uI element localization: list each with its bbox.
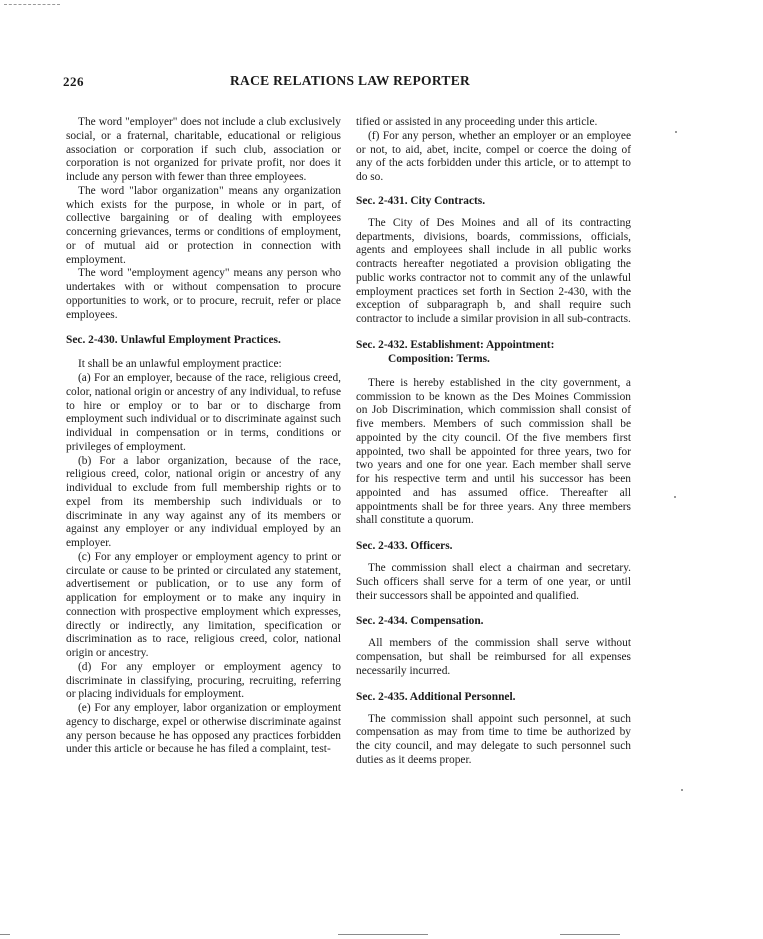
paragraph: The word "employment agency" means any person who undertakes with or without compensation to procure opportunities to work, or to procure, recruit, refer or place employees. <box>66 267 341 321</box>
paragraph: (e) For any employer, labor organization or employment agency to discharge, expel or otherwise discriminate against any person because he has opposed any practices forbidden under this article or because he has filed a complaint, test- <box>66 702 341 756</box>
left-column <box>66 116 341 757</box>
section-heading <box>356 338 631 366</box>
section-heading-line: Composition: Terms. <box>388 352 490 365</box>
paragraph: The commission shall appoint such personnel, at such compensation as may from time to time be authorized by the city council, and may delegate to such personnel such duties as it deems proper. <box>356 712 631 766</box>
paragraph: There is hereby established in the city government, a commission to be known as the Des Moines Commission on Job Discrimination, which commission shall consist of five members. Members of such commission shall be appointed by the city council. Of the five members first appointed, two shall be appointed for three years, two for two years and one for one year. Each member shall serve for his respective term and until his successor has been appointed and has assumed office. Thereafter all appointments shall be for three years. Any three members shall constitute a quorum. <box>356 376 631 527</box>
paragraph: (f) For any person, whether an employer or an employee or not, to aid, abet, incite, compel or coerce the doing of any of the acts forbidden under this article, or to attempt to do so. <box>356 129 631 183</box>
paragraph: (a) For an employer, because of the race, religious creed, color, national origin or ancestry of any individual, to refuse to hire or employ or to bar or to discharge from employment such individual or to discriminate against such individual in compensation or in terms, conditions or privileges of employment. <box>66 372 341 453</box>
section-heading: Sec. 2-433. Officers. <box>356 540 453 552</box>
scan-artifact-line <box>560 934 620 935</box>
page-number: 226 <box>63 74 84 89</box>
paragraph: (b) For a labor organization, because of the race, religious creed, color, national origin or ancestry of any individual to exclude from full membership rights or to expel from its membership such individuals or to discriminate in any way against any of its members or against any employer or any individual employed by an employer. <box>66 454 341 549</box>
scan-speck <box>675 131 677 133</box>
scan-speck <box>681 789 683 791</box>
section-heading: Sec. 2-430. Unlawful Employment Practices. <box>66 334 281 347</box>
scan-edge-marks <box>4 4 60 7</box>
paragraph: It shall be an unlawful employment practice: <box>78 358 282 371</box>
paragraph: (d) For any employer or employment agency to discriminate in classifying, procuring, recruiting, referring or placing individuals for employment. <box>66 660 341 701</box>
section-heading: Sec. 2-434. Compensation. <box>356 615 484 628</box>
paragraph: The commission shall elect a chairman and secretary. Such officers shall serve for a term of one year, or until their successors shall be appointed and qualified. <box>356 562 631 602</box>
scan-artifact-line <box>0 934 10 935</box>
section-heading: Sec. 2-431. City Contracts. <box>356 194 486 207</box>
paragraph: (c) For any employer or employment agency to print or circulate or cause to be printed or circulated any statement, advertisement or publication, or to use any form of application for employment or to make any inquiry in connection with prospective employment which expresses, directly or indirectly, any limitation, specification or discrimination as to race, religious creed, color, national origin or ancestry. <box>66 550 341 659</box>
paragraph: The word "labor organization" means any organization which exists for the purpose, in whole or in part, of collective bargaining or of dealing with employees concerning grievances, terms or conditions of employment, or of mutual aid or protection in connection with employment. <box>66 184 341 266</box>
right-column <box>356 116 631 768</box>
section-heading-line: Sec. 2-432. Establishment: Appointment: <box>356 338 555 351</box>
paragraph: The City of Des Moines and all of its contracting departments, divisions, boards, commissions, officials, agents and employees shall include in all public works contracts hereafter negotiated a provision obligating the public works contractor not to commit any of the unlawful employment practices set forth in Section 2-430, with the exception of subparagraph b, and shall require such contractor to include a similar provision in all sub-contracts. <box>356 216 631 325</box>
running-head: RACE RELATIONS LAW REPORTER <box>230 73 471 88</box>
scan-artifact-line <box>338 934 428 935</box>
paragraph: tified or assisted in any proceeding under this article. <box>356 116 598 128</box>
scan-speck <box>674 496 676 498</box>
section-heading: Sec. 2-435. Additional Personnel. <box>356 690 516 703</box>
paragraph: All members of the commission shall serve without compensation, but shall be reimbursed for all expenses necessarily incurred. <box>356 637 631 677</box>
paragraph: The word "employer" does not include a club exclusively social, or a fraternal, charitable, educational or religious association or corporation if such club, association or corporation is not organized for private profit, nor does it include any person with fewer than three employees. <box>66 116 341 183</box>
